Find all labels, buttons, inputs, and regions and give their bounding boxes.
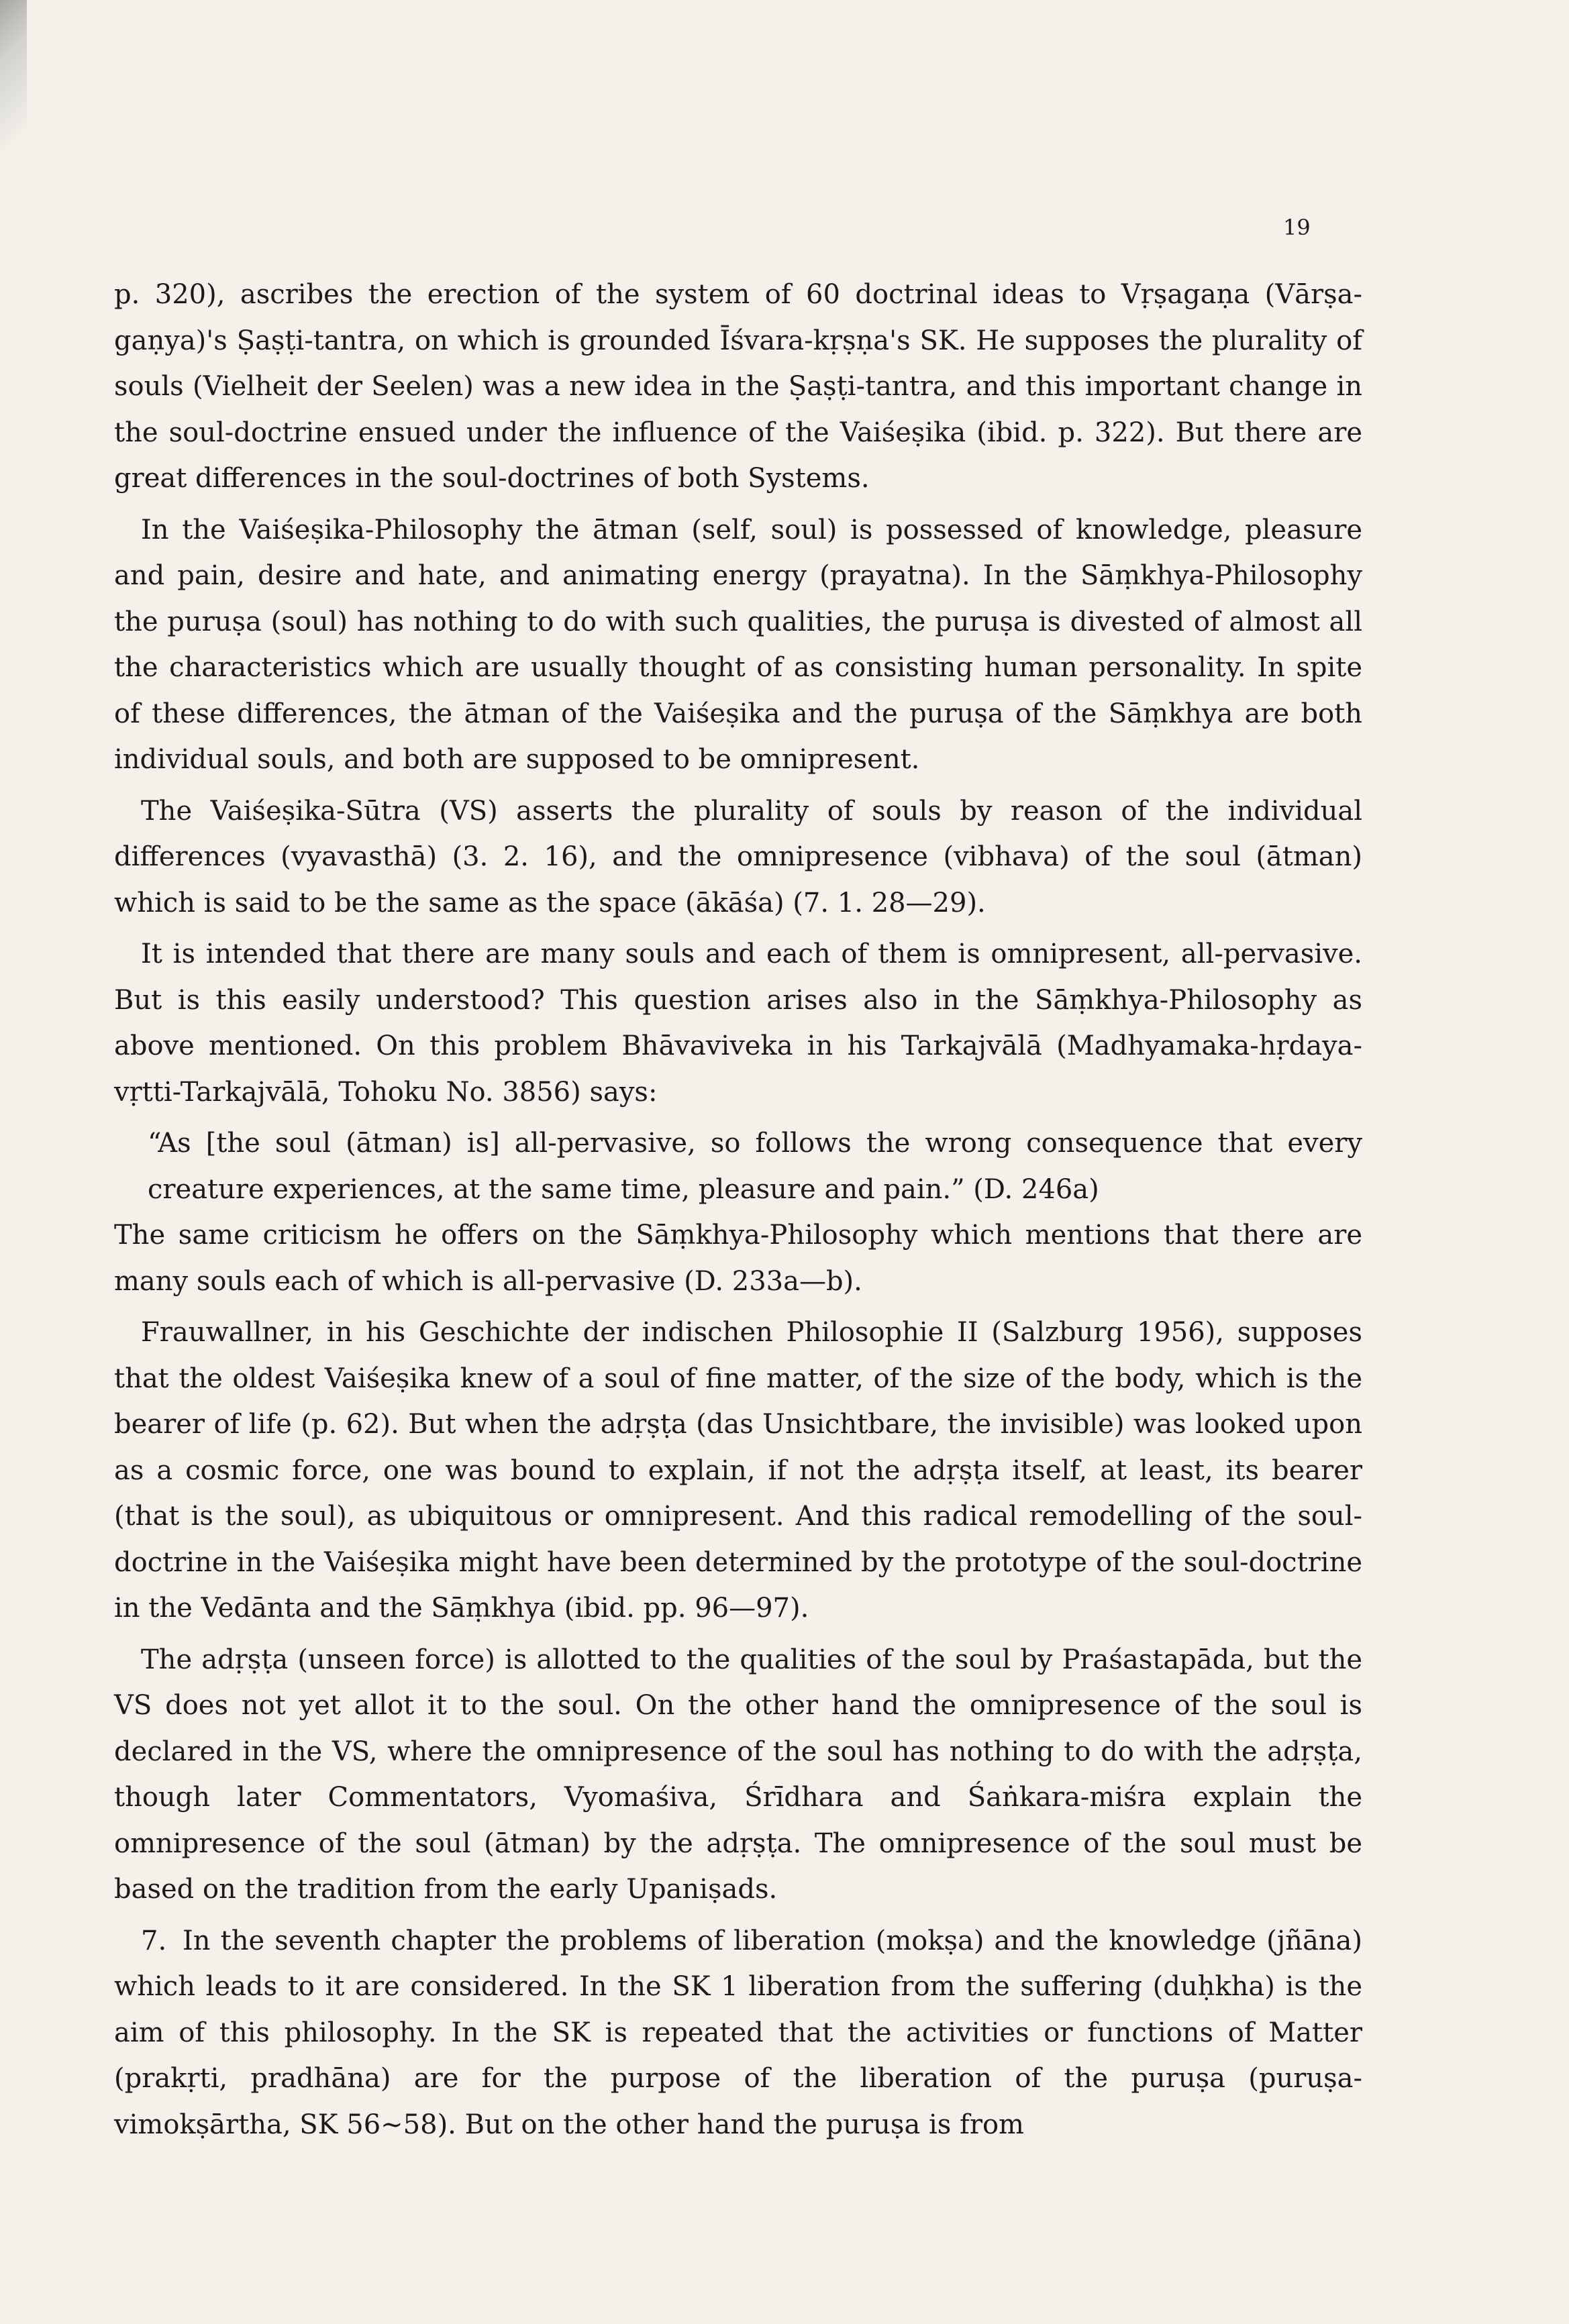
paragraph-5: The same criticism he offers on the Sāṃkhya-Philosophy which mentions that there are many souls each of which is all-pervasive (D. 233a—b). — [114, 1220, 1362, 1297]
section-number: 7. — [141, 1925, 167, 1956]
paragraph-6: Frauwallner, in his Geschichte der indischen Philosophie II (Salzburg 1956), supposes that the oldest Vaiśeṣika knew of a soul of fine matter, of the size of the body, which is the bearer of life (p. 62). But when the adṛṣṭa (das Unsichtbare, the invisible) was looked upon as a cosmic force, one was bound to explain, if not the adṛṣṭa itself, at least, its bearer (that is the soul), as ubiquitous or omnipresent. And this radical remodelling of the soul-doctrine in the Vaiśeṣika might have been determined by the prototype of the soul-doctrine in the Vedānta and the Sāṃkhya (ibid. pp. 96—97). — [114, 1317, 1362, 1624]
paragraph-1: p. 320), ascribes the erection of the system of 60 doctrinal ideas to Vṛṣagaṇa (Vārṣa-gaṇya)'s Ṣaṣṭi-tantra, on which is grounded Īśvara-kṛṣṇa's SK. He supposes the plurality of souls (Vielheit der Seelen) was a new idea in the Ṣaṣṭi-tantra, and this important change in the soul-doctrine ensued under the influence of the Vaiśeṣika (ibid. p. 322). But there are great differences in the soul-doctrines of both Systems. — [114, 279, 1362, 494]
paragraph-4: It is intended that there are many souls and each of them is omnipresent, all-pervasive. But is this easily understood? This question arises also in the Sāṃkhya-Philosophy as above mentioned. On this problem Bhāvaviveka in his Tarkajvālā (Madhyamaka-hṛdaya-vṛtti-Tarkajvālā, Tohoku No. 3856) says: — [114, 939, 1362, 1108]
numbered-paragraph-text: In the seventh chapter the problems of liberation (mokṣa) and the knowledge (jñāna) which leads to it are considered. In the SK 1 liberation from the suffering (duḥkha) is the aim of this philosophy. In the SK is repeated that the activities or functions of Matter (prakṛti, pradhāna) are for the purpose of the liberation of the puruṣa (puruṣa-vimokṣārtha, SK 56∼58). But on the other hand the puruṣa is from — [114, 1925, 1362, 2140]
numbered-paragraph — [114, 1918, 1362, 2148]
body-text — [114, 272, 1362, 2153]
paragraph-2: In the Vaiśeṣika-Philosophy the ātman (self, soul) is possessed of knowledge, pleasure and pain, desire and hate, and animating energy (prayatna). In the Sāṃkhya-Philosophy the puruṣa (soul) has nothing to do with such qualities, the puruṣa is divested of almost all the characteristics which are usually thought of as consisting human personality. In spite of these differences, the ātman of the Vaiśeṣika and the puruṣa of the Sāṃkhya are both individual souls, and both are supposed to be omnipresent. — [114, 514, 1362, 775]
block-quote: “As [the soul (ātman) is] all-pervasive, so follows the wrong consequence that every creature experiences, at the same time, pleasure and pain.” (D. 246a) — [148, 1128, 1362, 1205]
page-number: 19 — [1283, 215, 1311, 240]
paragraph-3: The Vaiśeṣika-Sūtra (VS) asserts the plurality of souls by reason of the individual differences (vyavasthā) (3. 2. 16), and the omnipresence (vibhava) of the soul (ātman) which is said to be the same as the space (ākāśa) (7. 1. 28—29). — [114, 795, 1362, 918]
scan-edge-shadow — [0, 0, 27, 174]
paragraph-7: The adṛṣṭa (unseen force) is allotted to the qualities of the soul by Praśastapāda, but the VS does not yet allot it to the soul. On the other hand the omnipresence of the soul is declared in the VS, where the omnipresence of the soul has nothing to do with the adṛṣṭa, though later Commentators, Vyomaśiva, Śrīdhara and Śaṅkara-miśra explain the omnipresence of the soul (ātman) by the adṛṣṭa. The omnipresence of the soul must be based on the tradition from the early Upaniṣads. — [114, 1644, 1362, 1905]
